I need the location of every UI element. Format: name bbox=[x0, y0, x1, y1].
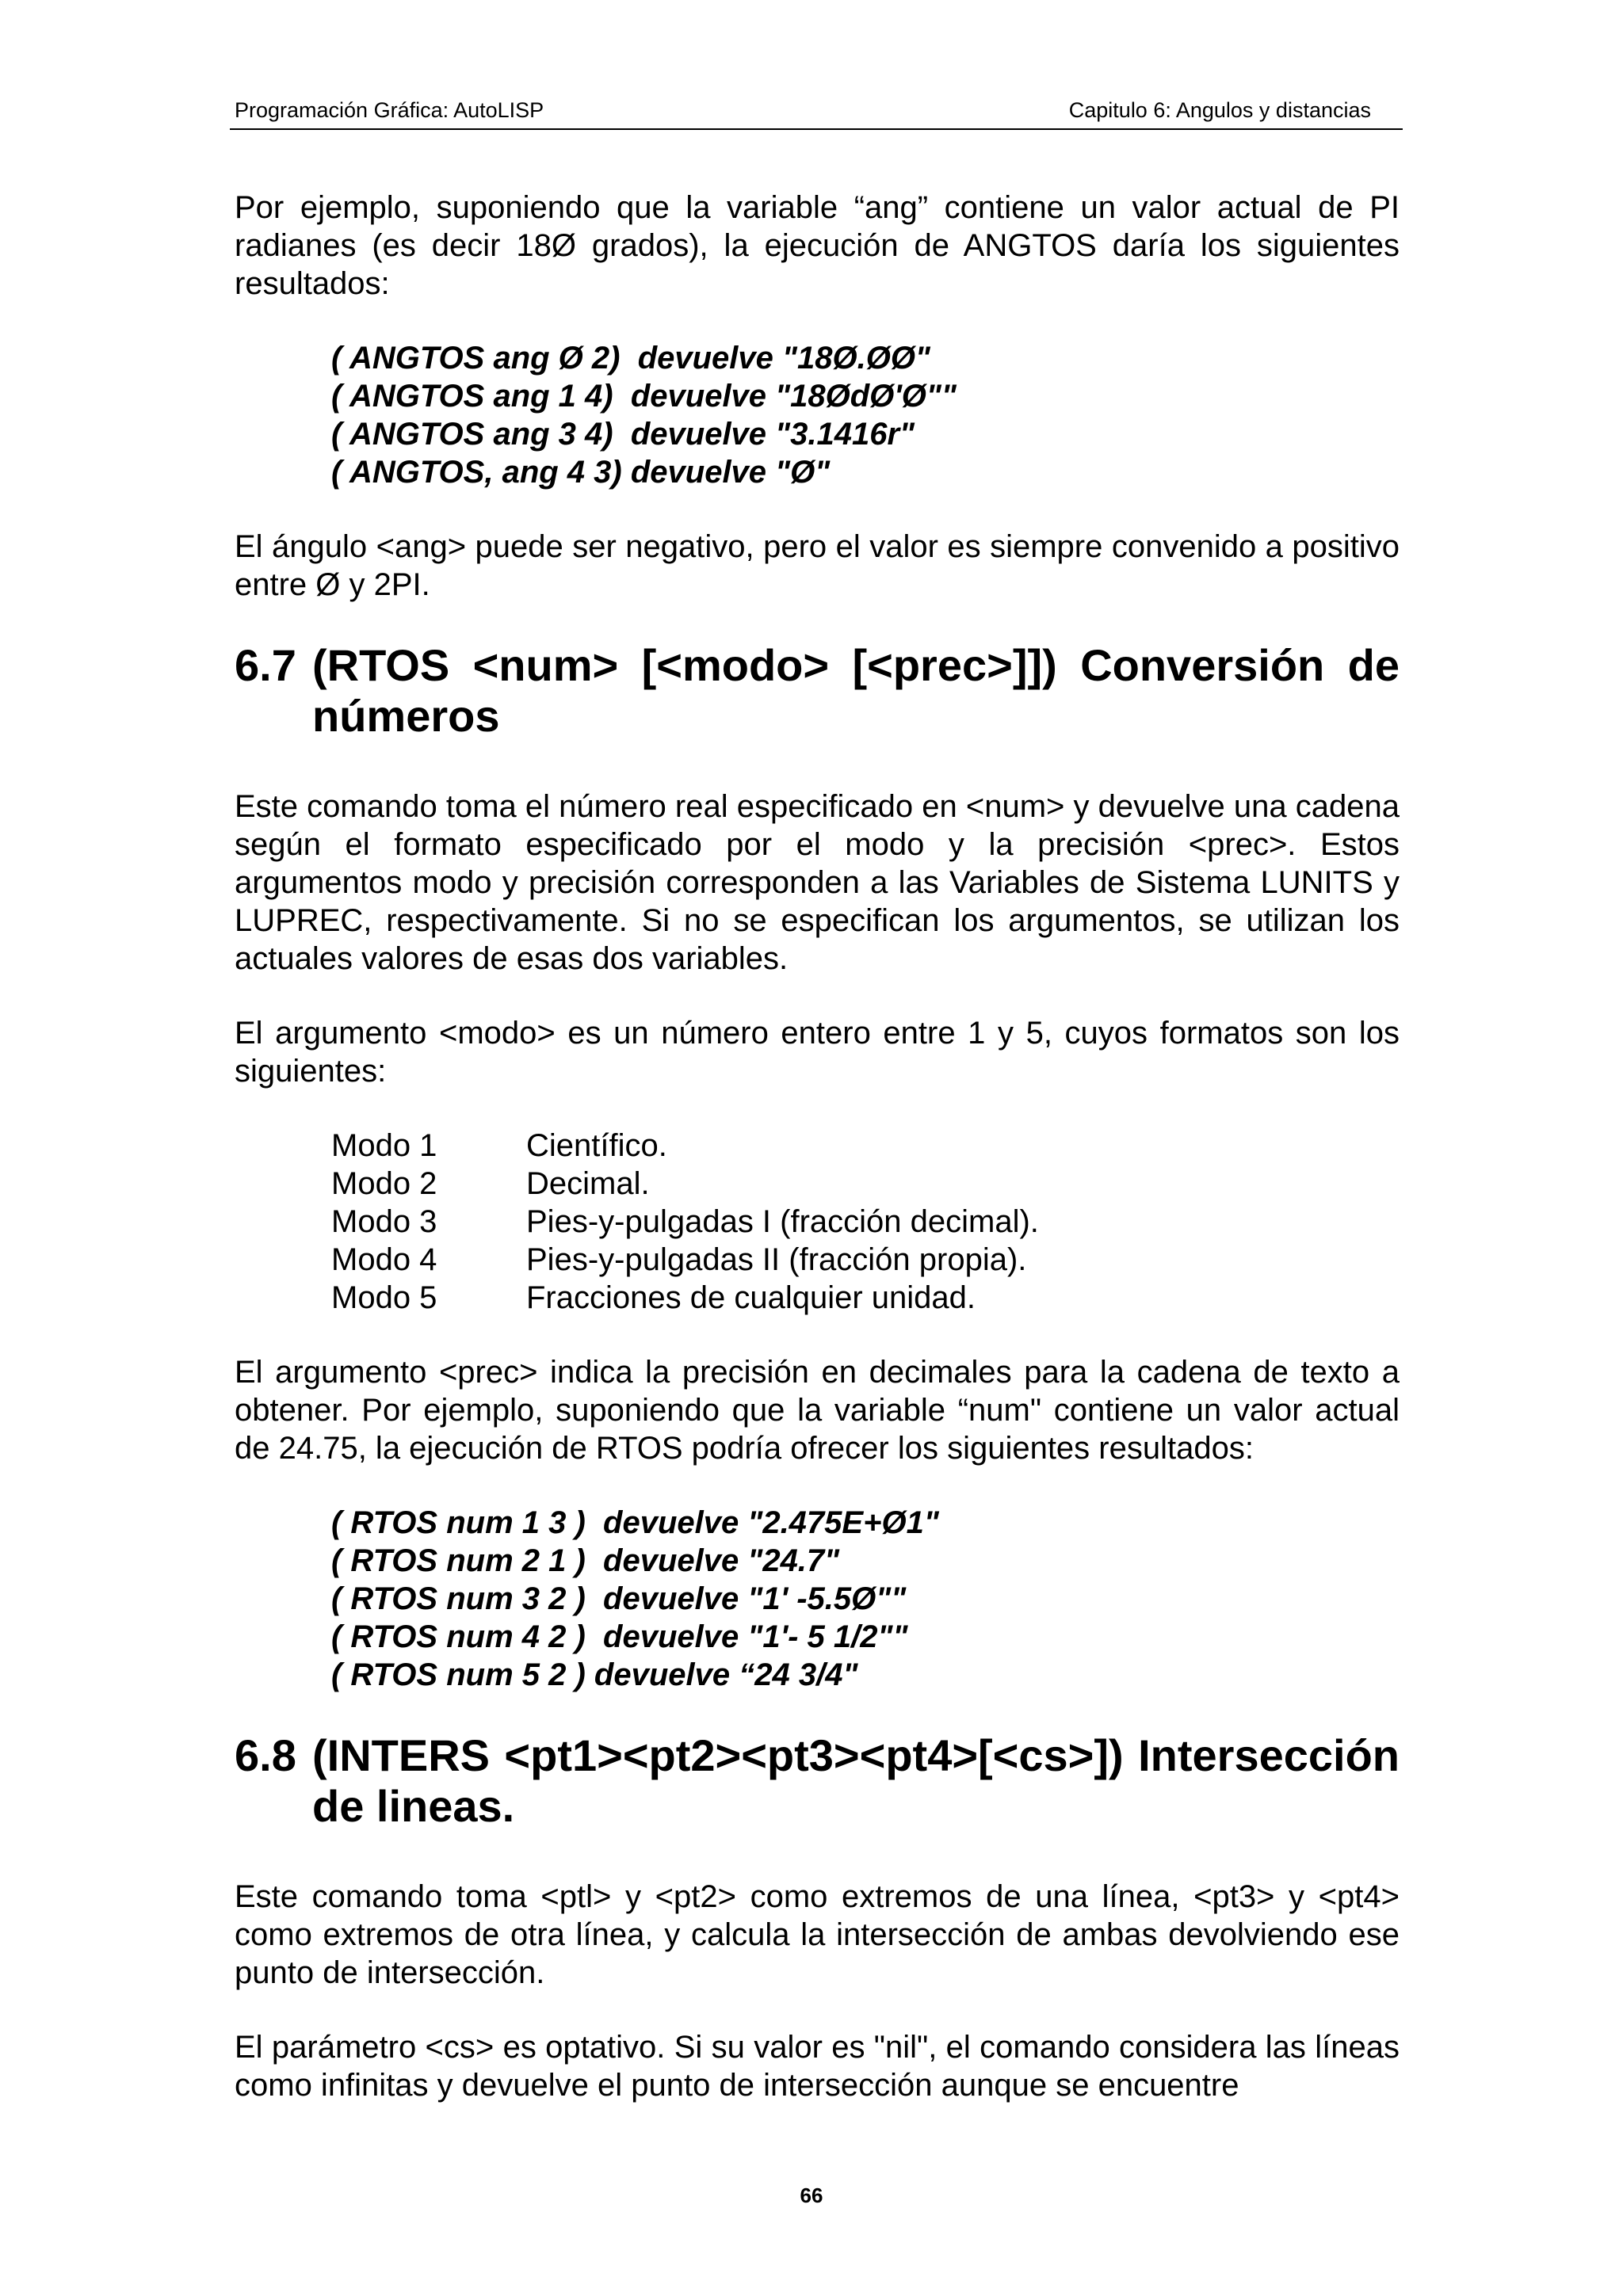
list-item bbox=[331, 1165, 1400, 1203]
rtos-examples bbox=[331, 1504, 1400, 1694]
page-content bbox=[235, 189, 1400, 2141]
paragraph-inters-description: Este comando toma <ptl> y <pt2> como extremos de una línea, <pt3> y <pt4> como extremos de otra línea, y calcula la intersección de ambas devolviendo ese punto de intersección. bbox=[235, 1879, 1400, 1990]
angtos-examples bbox=[331, 339, 1400, 491]
section-heading-6-8 bbox=[235, 1730, 1400, 1832]
header-right-chapter: Capitulo 6: Angulos y distancias bbox=[1068, 98, 1371, 122]
mode-key: Modo 3 bbox=[331, 1204, 437, 1239]
section-title: (INTERS <pt1><pt2><pt3><pt4>[<cs>]) Intersección de lineas. bbox=[312, 1730, 1400, 1831]
paragraph-angtos-example: Por ejemplo, suponiendo que la variable “ang” contiene un valor actual de PI radianes (es decir 18Ø grados), la ejecución de ANGTOS daría los siguientes resultados: bbox=[235, 190, 1400, 301]
mode-value: Decimal. bbox=[526, 1166, 650, 1201]
mode-key: Modo 5 bbox=[331, 1280, 437, 1315]
mode-key: Modo 4 bbox=[331, 1242, 437, 1277]
code-line: ( ANGTOS, ang 4 3) devuelve "Ø" bbox=[331, 455, 831, 490]
code-line: ( ANGTOS ang 3 4) devuelve "3.1416r" bbox=[331, 417, 915, 452]
mode-value: Fracciones de cualquier unidad. bbox=[526, 1280, 976, 1315]
code-line: ( RTOS num 3 2 ) devuelve "1' -5.5Ø"" bbox=[331, 1581, 907, 1616]
mode-key: Modo 1 bbox=[331, 1128, 437, 1163]
paragraph-angle-negative: El ángulo <ang> puede ser negativo, pero el valor es siempre convenido a positivo entre Ø y 2PI. bbox=[235, 529, 1400, 602]
list-item bbox=[331, 1279, 1400, 1317]
list-item bbox=[331, 1241, 1400, 1279]
mode-value: Pies-y-pulgadas II (fracción propia). bbox=[526, 1242, 1027, 1277]
section-number: 6.8 bbox=[235, 1730, 296, 1780]
code-line: ( RTOS num 1 3 ) devuelve "2.475E+Ø1" bbox=[331, 1505, 939, 1540]
mode-value: Científico. bbox=[526, 1128, 667, 1163]
code-line: ( RTOS num 4 2 ) devuelve "1'- 5 1/2"" bbox=[331, 1619, 908, 1654]
mode-key: Modo 2 bbox=[331, 1166, 437, 1201]
page-number: 66 bbox=[800, 2183, 823, 2207]
paragraph-rtos-description: Este comando toma el número real especificado en <num> y devuelve una cadena según el formato especificado por el modo y la precisión <prec>. Estos argumentos modo y precisión corresponden a las Variables de Sistema LUNITS y LUPREC, respectivamente. Si no se especifican los argumentos, se utilizan los actuales valores de esas dos variables. bbox=[235, 789, 1400, 976]
paragraph-cs-parameter: El parámetro <cs> es optativo. Si su valor es "nil", el comando considera las líneas como infinitas y devuelve el punto de intersección aunque se encuentre bbox=[235, 2030, 1400, 2103]
list-item bbox=[331, 1127, 1400, 1165]
modes-list bbox=[331, 1127, 1400, 1317]
header-left-title: Programación Gráfica: AutoLISP bbox=[235, 98, 544, 122]
paragraph-prec-argument: El argumento <prec> indica la precisión en decimales para la cadena de texto a obtener. Por ejemplo, suponiendo que la variable “num" contiene un valor actual de 24.75, la ejecución de RTOS podría ofrecer los siguientes resultados: bbox=[235, 1355, 1400, 1466]
section-title: (RTOS <num> [<modo> [<prec>]]) Conversión de números bbox=[312, 640, 1400, 741]
code-line: ( RTOS num 2 1 ) devuelve "24.7" bbox=[331, 1543, 840, 1578]
mode-value: Pies-y-pulgadas I (fracción decimal). bbox=[526, 1204, 1039, 1239]
code-line: ( RTOS num 5 2 ) devuelve “24 3/4" bbox=[331, 1657, 858, 1692]
list-item bbox=[331, 1203, 1400, 1241]
page-header bbox=[230, 93, 1403, 130]
section-heading-6-7 bbox=[235, 640, 1400, 742]
section-number: 6.7 bbox=[235, 640, 296, 690]
paragraph-modo-argument: El argumento <modo> es un número entero entre 1 y 5, cuyos formatos son los siguientes: bbox=[235, 1016, 1400, 1089]
code-line: ( ANGTOS ang Ø 2) devuelve "18Ø.ØØ" bbox=[331, 341, 930, 376]
code-line: ( ANGTOS ang 1 4) devuelve "18ØdØ'Ø"" bbox=[331, 379, 957, 414]
